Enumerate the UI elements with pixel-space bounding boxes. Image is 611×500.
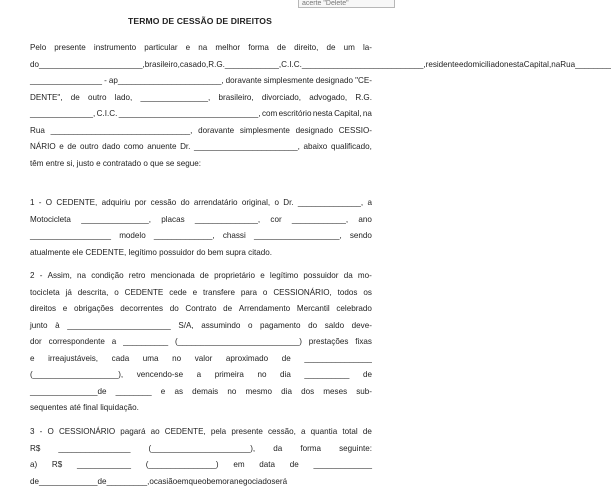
word: _______________, xyxy=(81,214,151,224)
word: ____________ xyxy=(76,460,131,469)
text-line xyxy=(30,195,372,212)
word: deve- xyxy=(351,320,372,330)
word: (___________________________) xyxy=(174,337,302,346)
word: nesta xyxy=(503,59,524,69)
word: total xyxy=(342,427,358,436)
word: pagará xyxy=(120,427,146,436)
word: original, xyxy=(241,198,271,207)
word: __________________ xyxy=(30,231,112,240)
word: descrita, xyxy=(77,287,109,297)
text-line xyxy=(30,156,372,173)
word: na xyxy=(362,109,372,118)
word: NÁRIO xyxy=(30,142,56,151)
word: assumindo xyxy=(201,320,241,330)
word: advogado, xyxy=(309,92,348,102)
text-line xyxy=(30,334,372,351)
word: Motocicleta xyxy=(30,214,71,224)
word: de xyxy=(289,460,299,469)
word: la- xyxy=(362,43,372,52)
word: __________ xyxy=(304,370,350,379)
word: _______________, xyxy=(140,92,211,102)
word: possuidor xyxy=(303,271,339,280)
word: de xyxy=(326,43,336,52)
text-line xyxy=(30,245,372,262)
word: doravante xyxy=(198,125,235,135)
word: da xyxy=(343,271,353,280)
word: da xyxy=(273,443,283,453)
word: Dr. xyxy=(180,142,191,151)
word: Capital, xyxy=(334,109,362,118)
word: cessão, xyxy=(267,427,296,436)
word: Mercantil xyxy=(296,304,330,313)
word: ______________, xyxy=(30,109,96,118)
paragraph-clause-1 xyxy=(30,195,372,261)
word: cessão xyxy=(150,198,177,207)
word: com xyxy=(261,109,278,118)
word: na xyxy=(77,271,87,280)
word: celebrado xyxy=(336,304,372,313)
paragraph-clause-2 xyxy=(30,268,372,417)
word: e xyxy=(30,353,35,363)
word: anuente xyxy=(147,142,177,151)
word: quantia xyxy=(310,427,338,436)
word: irreajustáveis, xyxy=(48,353,99,363)
word: por xyxy=(134,198,147,207)
text-line xyxy=(30,400,372,417)
word: ______________, xyxy=(297,198,364,207)
word: e xyxy=(59,142,64,151)
word: Arrendamento xyxy=(238,304,291,313)
word: forma xyxy=(300,443,322,453)
word: CEDENTE xyxy=(124,287,164,297)
word: O xyxy=(45,198,53,207)
word: adquiriu xyxy=(101,198,131,207)
word: ____________, xyxy=(224,59,282,69)
word: R.G. xyxy=(208,59,225,69)
word: todos xyxy=(337,287,358,297)
word: mencionada xyxy=(150,271,195,280)
word: e xyxy=(185,43,191,52)
word: do xyxy=(180,198,190,207)
word: negociado xyxy=(233,476,272,486)
word: R$ xyxy=(30,443,41,453)
text-line xyxy=(30,90,372,107)
text-line xyxy=(30,318,372,335)
word: em xyxy=(177,476,189,486)
word: - xyxy=(39,427,43,436)
word: dor xyxy=(30,337,42,346)
word: dado xyxy=(102,142,121,151)
text-line xyxy=(30,424,372,441)
word: arrendatário xyxy=(193,198,238,207)
word: qualificado, xyxy=(330,142,372,151)
text-line xyxy=(30,57,611,74)
word: um xyxy=(343,43,355,52)
word: _______________________, xyxy=(39,59,145,69)
word: ao xyxy=(150,427,160,436)
word: vencendo-se xyxy=(136,370,184,379)
word: _________, xyxy=(106,476,150,486)
word: (_______________) xyxy=(145,460,219,469)
word: nesta xyxy=(312,109,333,118)
word: prestações xyxy=(308,337,349,346)
word: legítimo xyxy=(269,271,299,280)
word: CESSIONÁRIO, xyxy=(273,287,332,297)
word: como xyxy=(123,142,144,151)
text-line xyxy=(30,351,372,368)
word: doravante xyxy=(225,76,262,85)
word: - xyxy=(39,271,43,280)
word: designado xyxy=(315,76,354,85)
word: ora xyxy=(222,476,234,486)
word: o xyxy=(262,287,268,297)
word: decorrentes xyxy=(120,304,164,313)
word: já xyxy=(65,287,72,297)
word: será xyxy=(271,476,288,486)
word: e xyxy=(62,304,68,313)
word: outro xyxy=(80,142,99,151)
word: designado xyxy=(295,125,333,135)
word: de xyxy=(199,271,209,280)
text-line xyxy=(30,367,372,384)
word: dos xyxy=(301,386,315,396)
word: de xyxy=(362,370,372,379)
word: de xyxy=(281,353,291,363)
word: fixas xyxy=(355,337,372,346)
word: simplesmente xyxy=(263,76,314,85)
word: cada xyxy=(111,353,130,363)
word: DENTE", xyxy=(30,92,63,102)
word: primeira xyxy=(214,370,244,379)
word: _______________________ xyxy=(67,320,171,330)
word: junto xyxy=(30,320,48,330)
word: o xyxy=(274,198,279,207)
word: ____________, xyxy=(291,214,349,224)
word: ______________, xyxy=(194,214,261,224)
word: têm entre si, justo e contratado o que se segue: xyxy=(30,158,201,168)
word: mesmo xyxy=(245,386,273,396)
word: bem xyxy=(206,476,223,486)
word: CEDENTE, xyxy=(164,427,206,436)
word: na xyxy=(551,59,561,69)
word: CESSIO- xyxy=(338,125,372,135)
word: a xyxy=(111,337,117,346)
word: Contrato xyxy=(185,304,217,313)
word: domiciliado xyxy=(463,59,504,69)
word: Capital, xyxy=(523,59,552,69)
word: placas xyxy=(161,214,185,224)
word: dia xyxy=(280,370,291,379)
word: do xyxy=(169,304,179,313)
word: _____________, xyxy=(153,231,215,240)
word: no xyxy=(227,386,237,396)
word: a) xyxy=(30,460,38,469)
word: mo- xyxy=(357,271,372,280)
word: as xyxy=(174,386,183,396)
word: atualmente ele CEDENTE, legítimo possuidor do bem supra citado. xyxy=(30,247,273,257)
word: divorciado, xyxy=(261,92,302,102)
word: ________________ xyxy=(58,443,131,453)
word: valor xyxy=(194,353,213,363)
word: 2 xyxy=(30,271,35,280)
word: ________ xyxy=(115,386,152,396)
word: ocasião xyxy=(149,476,178,486)
word: sendo xyxy=(349,231,372,240)
word: que xyxy=(188,476,202,486)
word: o xyxy=(114,287,119,297)
word: os xyxy=(363,287,372,297)
word: instrumento xyxy=(93,43,137,52)
word: brasileiro, xyxy=(144,59,180,69)
word: ___________________________, xyxy=(301,59,426,69)
word: de xyxy=(223,304,233,313)
word: Dr. xyxy=(283,198,294,207)
word: O xyxy=(47,427,54,436)
word: R.G. xyxy=(355,92,372,102)
word: à xyxy=(55,320,60,330)
word: e xyxy=(192,287,198,297)
word: ap_______________________, xyxy=(108,76,224,85)
text-line xyxy=(30,384,372,401)
text-line xyxy=(30,301,372,318)
text-line xyxy=(30,212,372,229)
word: condição xyxy=(91,271,124,280)
text-line xyxy=(30,228,372,245)
word: ano xyxy=(358,214,372,224)
word: brasileiro, xyxy=(218,92,254,102)
word: aproximado xyxy=(225,353,269,363)
word: presente xyxy=(54,43,86,52)
word: direito, xyxy=(294,43,319,52)
word: cede xyxy=(169,287,187,297)
word: direitos xyxy=(30,304,57,313)
word: ___________________, xyxy=(253,231,342,240)
word: de xyxy=(70,92,80,102)
word: obrigações xyxy=(73,304,114,313)
word: de xyxy=(277,43,287,52)
word: o xyxy=(247,320,253,330)
word: escritório xyxy=(278,109,312,118)
word: data xyxy=(259,460,276,469)
word: de xyxy=(362,427,372,436)
word: abaixo xyxy=(303,142,328,151)
word: e xyxy=(160,386,166,396)
word: tocicleta xyxy=(30,287,60,297)
word: em xyxy=(233,460,245,469)
word: modelo xyxy=(119,231,146,240)
word: lado, xyxy=(114,92,133,102)
word: R$ xyxy=(51,460,63,469)
word: cor xyxy=(270,214,282,224)
word: para xyxy=(240,287,258,297)
text-line xyxy=(30,268,372,285)
word: sequentes até final liquidação. xyxy=(30,403,139,412)
word: S/A, xyxy=(178,320,194,330)
word: (______________________), xyxy=(148,443,256,453)
paragraph-intro xyxy=(30,40,611,172)
word: 3 xyxy=(30,427,35,436)
word: e xyxy=(260,271,265,280)
word: saldo xyxy=(324,320,345,330)
word: ________ xyxy=(575,59,611,69)
word: _______________________________, xyxy=(50,125,193,135)
text-line xyxy=(30,441,372,458)
word: casado, xyxy=(179,59,209,69)
word: de xyxy=(30,476,40,486)
word: CESSIONÁRIO xyxy=(58,427,116,436)
word: __________ xyxy=(123,337,169,346)
word: na xyxy=(198,43,208,52)
word: - xyxy=(104,76,107,85)
word: a xyxy=(301,427,306,436)
word: Rua xyxy=(30,125,45,135)
paragraph-clause-3 xyxy=(30,424,372,490)
word: _______________ xyxy=(304,353,372,363)
word: meses xyxy=(323,386,348,396)
word: correspondente xyxy=(48,337,105,346)
word: (___________________), xyxy=(30,370,124,379)
word: pela xyxy=(210,427,227,436)
word: presente xyxy=(231,427,263,436)
word: 1 xyxy=(30,198,35,207)
word: do xyxy=(308,320,318,330)
word: o xyxy=(202,476,207,486)
text-line xyxy=(30,457,372,474)
word: _____________ xyxy=(39,476,98,486)
word: seguinte: xyxy=(339,443,372,453)
word: no xyxy=(257,370,267,379)
word: - xyxy=(38,198,42,207)
word: e xyxy=(458,59,464,69)
word: "CE- xyxy=(355,76,372,85)
word: proprietário xyxy=(214,271,256,280)
word: do xyxy=(30,59,40,69)
word: chassi xyxy=(222,231,246,240)
word: de xyxy=(97,476,107,486)
text-line xyxy=(30,123,372,140)
word: pagamento xyxy=(260,320,301,330)
word: demais xyxy=(192,386,219,396)
word: melhor xyxy=(215,43,241,52)
word: forma xyxy=(248,43,269,52)
word: CEDENTE, xyxy=(56,198,98,207)
word: de xyxy=(67,142,77,151)
text-line xyxy=(30,139,372,156)
word: C.I.C. xyxy=(281,59,302,69)
text-line xyxy=(30,73,372,90)
word: _______________de xyxy=(30,386,107,396)
word: residente xyxy=(425,59,459,69)
header-box: acerte "Delete" xyxy=(298,0,395,8)
text-line xyxy=(30,285,372,302)
word: _______________________, xyxy=(194,142,300,151)
word: _____________ xyxy=(313,460,372,469)
word: retro xyxy=(128,271,146,280)
word: outro xyxy=(88,92,107,102)
word: ________________ xyxy=(30,76,103,85)
word: transfere xyxy=(203,287,235,297)
word: no xyxy=(172,353,182,363)
word: a xyxy=(196,370,202,379)
word: a xyxy=(367,198,372,207)
text-line xyxy=(30,40,372,57)
word: Assim, xyxy=(47,271,72,280)
word: simplesmente xyxy=(239,125,290,135)
text-line xyxy=(30,106,372,123)
word: sub- xyxy=(356,386,372,396)
word: _______________________________, xyxy=(118,109,261,118)
word: uma xyxy=(142,353,159,363)
word: Rua xyxy=(560,59,576,69)
word: particular xyxy=(144,43,178,52)
word: C.I.C. xyxy=(96,109,118,118)
word: Pelo xyxy=(30,43,47,52)
document-title: TERMO DE CESSÃO DE DIREITOS xyxy=(128,16,272,26)
word: dia xyxy=(281,386,292,396)
text-line xyxy=(30,474,372,491)
